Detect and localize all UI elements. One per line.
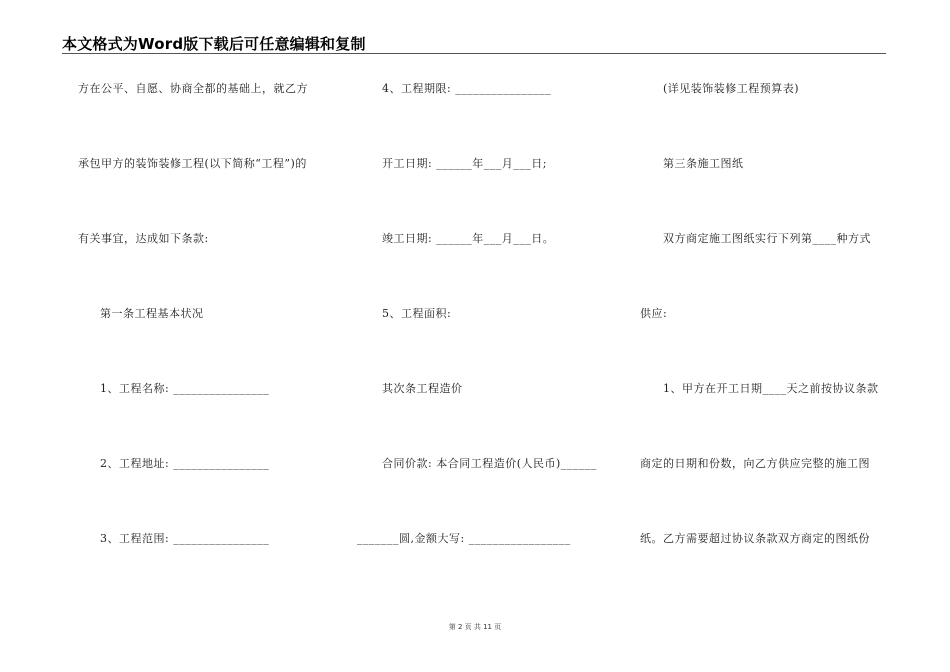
text-line: 1、甲方在开工日期____天之前按协议条款 [663,382,879,395]
text-line: 纸。乙方需要超过协议条款双方商定的图纸份 [640,532,870,545]
text-line: 合同价款: 本合同工程造价(人民币)______ [382,457,597,470]
text-line: 承包甲方的装饰装修工程(以下简称“工程”)的 [78,157,307,170]
text-line: 5、工程面积: [382,307,452,320]
page-number: 第 2 页 共 11 页 [448,623,502,631]
text-line: 3、工程范围: ________________ [100,532,270,545]
text-line: 双方商定施工图纸实行下列第____种方式 [663,232,871,245]
text-line: 1、工程名称: ________________ [100,382,270,395]
header-divider [62,53,886,54]
text-line: 商定的日期和份数，向乙方供应完整的施工图 [640,457,870,470]
text-line: 供应: [640,307,668,320]
text-line: 有关事宜，达成如下条款: [78,232,209,245]
text-line: 方在公平、自愿、协商全都的基础上，就乙方 [78,82,308,95]
text-line: _______圆,金额大写: _________________ [357,532,571,545]
document-header-title: 本文格式为Word版下载后可任意编辑和复制 [62,35,366,53]
text-line: (详见装饰装修工程预算表) [663,82,800,95]
section-heading: 其次条工程造价 [382,382,463,395]
section-heading: 第三条施工图纸 [663,157,744,170]
section-heading: 第一条工程基本状况 [100,307,204,320]
text-line: 4、工程期限: ________________ [382,82,552,95]
text-line: 竣工日期: ______年___月___日。 [382,232,555,245]
text-line: 开工日期: ______年___月___日; [382,157,547,170]
text-line: 2、工程地址: ________________ [100,457,270,470]
